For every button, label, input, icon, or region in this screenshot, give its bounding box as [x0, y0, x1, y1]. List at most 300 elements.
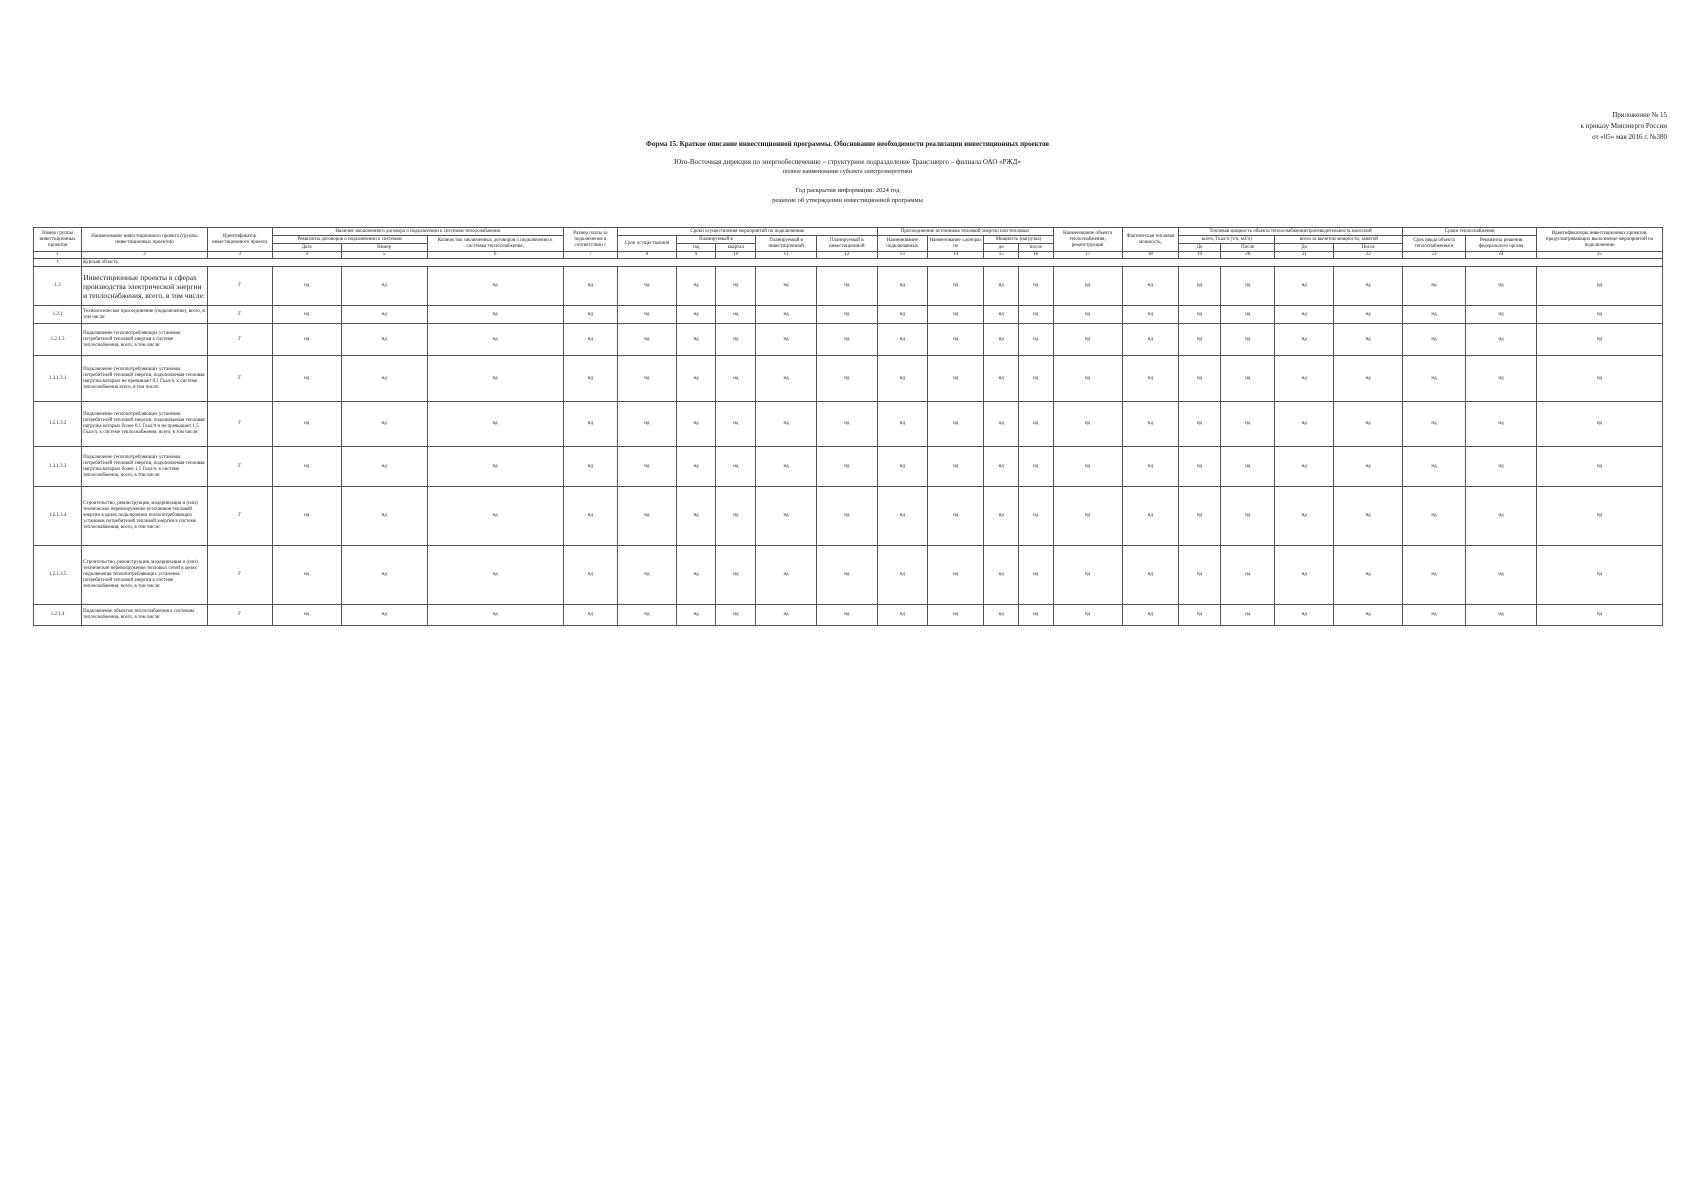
row-cell: нд	[756, 546, 817, 605]
row-cell: нд	[1537, 306, 1663, 324]
row-cell: нд	[1465, 546, 1536, 605]
row-cell: нд	[563, 402, 617, 447]
row-cell: нд	[1465, 306, 1536, 324]
row-cell: нд	[877, 356, 927, 402]
row-cell: нд	[1537, 487, 1663, 546]
column-number: 5	[341, 252, 427, 259]
row-cell: нд	[927, 306, 984, 324]
header-group-number: Номер группы инвестиционных проектов	[34, 228, 82, 252]
column-number: 23	[1403, 252, 1466, 259]
row-cell: нд	[341, 487, 427, 546]
row-cell: нд	[618, 487, 677, 546]
row-cell: нд	[1122, 324, 1179, 356]
column-number: 11	[756, 252, 817, 259]
column-number: 2	[82, 252, 208, 259]
decision-caption: решение об утверждении инвестиционной программы	[772, 197, 923, 204]
row-cell: нд	[427, 356, 563, 402]
row-cell: нд	[676, 546, 716, 605]
row-project-name: Технологическое присоединение (подключение), всего, в том числе:	[82, 306, 208, 324]
row-cell: нд	[816, 402, 877, 447]
header-fee: Размер платы за подключение в соответствии с	[563, 228, 617, 252]
header-project-id: Идентификатор инвестиционного проекта	[207, 228, 272, 252]
row-cell: нд	[1334, 402, 1403, 447]
row-cell: нд	[984, 306, 1019, 324]
row-cell: нд	[1403, 605, 1466, 626]
row-cell: нд	[1537, 447, 1663, 487]
row-cell: нд	[1122, 447, 1179, 487]
row-project-name: Подключение теплопотребляющих установок потребителей тепловой энергии, подключаемая тепловая нагрузка которых более 0,1 Гкал/ч и не превышает 1,5 Гкал/ч, к системе теплоснабжения, всего, в том числе:	[82, 402, 208, 447]
header-power-after: После	[1221, 244, 1275, 252]
column-number: 21	[1275, 252, 1334, 259]
row-cell: нд	[716, 324, 756, 356]
row-cell: нд	[1179, 402, 1221, 447]
disclosure-year: Год раскрытия информации: 2024 год	[795, 187, 900, 194]
row-cell: нд	[341, 605, 427, 626]
column-number: 16	[1018, 252, 1053, 259]
row-cell: нд	[1018, 324, 1053, 356]
row-cell: нд	[272, 356, 341, 402]
header-power-net: всего за вычетом мощности, занятой	[1275, 236, 1403, 244]
column-number: 6	[427, 252, 563, 259]
row-cell: нд	[984, 605, 1019, 626]
row-project-id: Г	[207, 402, 272, 447]
header-terms-group: Сроки осуществления мероприятий по подключению	[618, 228, 878, 236]
row-cell: нд	[1275, 605, 1334, 626]
row-cell: нд	[427, 546, 563, 605]
row-project-id: Г	[207, 306, 272, 324]
row-cell: нд	[1334, 546, 1403, 605]
row-cell: нд	[1221, 402, 1275, 447]
row-cell: нд	[1334, 306, 1403, 324]
column-number: 17	[1053, 252, 1122, 259]
row-cell: нд	[1537, 402, 1663, 447]
row-number: 1.2.1.3.1	[34, 356, 82, 402]
table-row	[34, 605, 1663, 626]
row-cell: нд	[1403, 546, 1466, 605]
row-cell: нд	[1018, 546, 1053, 605]
header-capacity: Мощность (нагрузка)	[984, 236, 1053, 244]
row-cell: нд	[427, 605, 563, 626]
header-related-ids: Идентификаторы инвестиционных проектов, предусматривающих выполнение мероприятий по подключению	[1537, 228, 1663, 252]
row-cell: нд	[1018, 605, 1053, 626]
row-cell: нд	[427, 306, 563, 324]
row-cell: нд	[984, 324, 1019, 356]
row-cell: нд	[1334, 605, 1403, 626]
row-cell: нд	[816, 487, 877, 546]
row-cell: нд	[1221, 546, 1275, 605]
row-cell: нд	[1122, 267, 1179, 306]
header-net-after: После	[1334, 244, 1403, 252]
row-cell: нд	[1179, 605, 1221, 626]
row-cell: нд	[1122, 402, 1179, 447]
row-cell: нд	[756, 487, 817, 546]
row-cell: нд	[716, 267, 756, 306]
row-cell: нд	[816, 356, 877, 402]
row-cell: нд	[1221, 306, 1275, 324]
row-cell: нд	[563, 267, 617, 306]
header-contract-details: Реквизиты договоров о подключении к системам	[272, 236, 427, 244]
header-contract-number: Номер	[341, 244, 427, 252]
row-cell: нд	[927, 324, 984, 356]
row-cell: нд	[272, 324, 341, 356]
row-cell: нд	[816, 605, 877, 626]
row-number: 1.2.1.3	[34, 324, 82, 356]
row-cell: нд	[984, 487, 1019, 546]
column-number: 1	[34, 252, 82, 259]
row-cell: нд	[618, 306, 677, 324]
row-cell: нд	[1275, 356, 1334, 402]
row-number: 1.2.1.3.3	[34, 447, 82, 487]
row-cell: нд	[927, 487, 984, 546]
row-cell: нд	[272, 605, 341, 626]
section-label: Курская область	[82, 259, 1663, 267]
row-cell: нд	[1179, 324, 1221, 356]
row-cell: нд	[1053, 487, 1122, 546]
header-capacity-after: после	[1018, 244, 1053, 252]
row-cell: нд	[618, 324, 677, 356]
row-cell: нд	[1179, 487, 1221, 546]
row-cell: нд	[984, 546, 1019, 605]
row-cell: нд	[1221, 324, 1275, 356]
row-cell: нд	[716, 487, 756, 546]
row-cell: нд	[1465, 267, 1536, 306]
column-number: 25	[1537, 252, 1663, 259]
row-cell: нд	[1275, 267, 1334, 306]
row-cell: нд	[272, 447, 341, 487]
row-cell: нд	[676, 306, 716, 324]
header-power-group: Тепловая мощность объекта теплоснабжения/производительность насосной	[1179, 228, 1403, 236]
row-cell: нд	[1053, 267, 1122, 306]
header-actual-power: Фактическая тепловая мощность,	[1122, 228, 1179, 252]
row-cell: нд	[1465, 324, 1536, 356]
row-cell: нд	[1275, 402, 1334, 447]
appendix-line-1: Приложение № 15	[1612, 111, 1667, 119]
row-cell: нд	[1221, 605, 1275, 626]
row-cell: нд	[1179, 447, 1221, 487]
row-project-id: Г	[207, 324, 272, 356]
row-cell: нд	[1537, 605, 1663, 626]
row-cell: нд	[563, 605, 617, 626]
row-cell: нд	[1053, 324, 1122, 356]
row-cell: нд	[1275, 447, 1334, 487]
row-cell: нд	[816, 267, 877, 306]
row-cell: нд	[1053, 402, 1122, 447]
row-cell: нд	[1275, 324, 1334, 356]
row-cell: нд	[816, 447, 877, 487]
row-cell: нд	[1465, 402, 1536, 447]
header-contract-group: Наличие заключенного договора о подключении к системам теплоснабжения	[272, 228, 563, 236]
row-project-id: Г	[207, 356, 272, 402]
header-net-before: До	[1275, 244, 1334, 252]
row-cell: нд	[563, 487, 617, 546]
row-cell: нд	[427, 402, 563, 447]
column-number: 10	[716, 252, 756, 259]
row-cell: нд	[877, 306, 927, 324]
row-cell: нд	[877, 447, 927, 487]
row-cell: нд	[1018, 267, 1053, 306]
row-cell: нд	[563, 546, 617, 605]
row-cell: нд	[1018, 402, 1053, 447]
table-row	[34, 356, 1663, 402]
row-cell: нд	[272, 546, 341, 605]
row-cell: нд	[1275, 306, 1334, 324]
row-cell: нд	[927, 447, 984, 487]
row-cell: нд	[1122, 546, 1179, 605]
row-cell: нд	[427, 447, 563, 487]
row-cell: нд	[676, 487, 716, 546]
row-cell: нд	[1334, 487, 1403, 546]
row-cell: нд	[1179, 306, 1221, 324]
header-project-name: Наименование инвестиционного проекта (группы инвестиционных проектов)	[82, 228, 208, 252]
row-cell: нд	[756, 356, 817, 402]
row-cell: нд	[1465, 447, 1536, 487]
row-project-id: Г	[207, 605, 272, 626]
row-cell: нд	[716, 546, 756, 605]
row-cell: нд	[1221, 487, 1275, 546]
row-cell: нд	[341, 306, 427, 324]
row-cell: нд	[1179, 267, 1221, 306]
row-number: 1.2.1.3.4	[34, 487, 82, 546]
header-planned-12: Планируемый в инвестиционной	[816, 236, 877, 252]
row-cell: нд	[272, 487, 341, 546]
row-project-name: Строительство, реконструкция, модернизация и (или) техническое перевооружение источников тепловой энергии в целях подключения теплопотребляющих установок потребителей тепловой энергии к системе теплоснабжения, всего, в том числе:	[82, 487, 208, 546]
appendix-line-3: от «05» мая 2016 г. №380	[1592, 133, 1667, 141]
row-cell: нд	[341, 324, 427, 356]
row-cell: нд	[1334, 267, 1403, 306]
row-cell: нд	[676, 605, 716, 626]
row-cell: нд	[272, 306, 341, 324]
column-number: 12	[816, 252, 877, 259]
row-cell: нд	[1221, 267, 1275, 306]
row-cell: нд	[984, 402, 1019, 447]
table-row	[34, 447, 1663, 487]
header-contract-date: Дата	[272, 244, 341, 252]
row-cell: нд	[1122, 306, 1179, 324]
row-cell: нд	[1179, 356, 1221, 402]
column-number: 24	[1465, 252, 1536, 259]
row-cell: нд	[1053, 306, 1122, 324]
column-number: 19	[1179, 252, 1221, 259]
row-number: 1.2.1	[34, 306, 82, 324]
row-cell: нд	[272, 267, 341, 306]
header-dates-group: Сроки теплоснабжения	[1403, 228, 1537, 236]
row-cell: нд	[1221, 356, 1275, 402]
row-project-id: Г	[207, 487, 272, 546]
row-cell: нд	[1179, 546, 1221, 605]
header-commission-date: Срок ввода объекта теплоснабжения в	[1403, 236, 1466, 252]
row-cell: нд	[984, 356, 1019, 402]
row-project-name: Подключение объектов теплоснабжения к системам теплоснабжения, всего, в том числе:	[82, 605, 208, 626]
appendix-block	[1580, 110, 1667, 143]
row-project-id: Г	[207, 267, 272, 306]
row-cell: нд	[1465, 356, 1536, 402]
form-title: Форма 15. Краткое описание инвестиционной программы. Обоснование необходимости реализации инвестиционных проектов	[645, 140, 1050, 148]
row-cell: нд	[1053, 546, 1122, 605]
row-cell: нд	[618, 546, 677, 605]
row-cell: нд	[618, 402, 677, 447]
row-cell: нд	[563, 356, 617, 402]
row-cell: нд	[877, 324, 927, 356]
row-number: 1.2.1.3.2	[34, 402, 82, 447]
row-project-name: Строительство, реконструкция, модернизация и (или) техническое перевооружение тепловых сетей в целях подключения теплопотребляющих установок потребителей тепловой энергии к системе теплоснабжения, всего, в том числе:	[82, 546, 208, 605]
row-cell: нд	[1403, 267, 1466, 306]
table-row	[34, 546, 1663, 605]
row-cell: нд	[756, 324, 817, 356]
row-cell: нд	[1537, 267, 1663, 306]
row-cell: нд	[676, 356, 716, 402]
investment-table	[33, 227, 1663, 626]
row-cell: нд	[1018, 306, 1053, 324]
row-cell: нд	[1122, 487, 1179, 546]
row-cell: нд	[927, 546, 984, 605]
column-number-row	[34, 252, 1663, 259]
row-cell: нд	[816, 546, 877, 605]
row-cell: нд	[1403, 447, 1466, 487]
column-number: 13	[877, 252, 927, 259]
header-donor-name: Наименование «донора» по	[927, 236, 984, 252]
row-cell: нд	[676, 324, 716, 356]
row-cell: нд	[676, 267, 716, 306]
row-cell: нд	[716, 447, 756, 487]
row-cell: нд	[676, 447, 716, 487]
row-cell: нд	[984, 267, 1019, 306]
row-cell: нд	[927, 356, 984, 402]
row-cell: нд	[618, 605, 677, 626]
column-number: 22	[1334, 252, 1403, 259]
row-cell: нд	[756, 306, 817, 324]
row-cell: нд	[1053, 447, 1122, 487]
table-row	[34, 306, 1663, 324]
row-cell: нд	[1275, 487, 1334, 546]
row-cell: нд	[1403, 306, 1466, 324]
table-body	[34, 259, 1663, 626]
column-number: 14	[927, 252, 984, 259]
table-row	[34, 324, 1663, 356]
row-cell: нд	[877, 605, 927, 626]
header-equipment-group: Присоединение источников тепловой энергии или тепловых	[877, 228, 1053, 236]
row-cell: нд	[984, 447, 1019, 487]
header-contract-count: Количество заключенных договоров о подключении к системам теплоснабжения,	[427, 236, 563, 252]
row-cell: нд	[1537, 356, 1663, 402]
row-cell: нд	[341, 546, 427, 605]
header-object-name: Наименование объекта теплоснабжения, реконструкция	[1053, 228, 1122, 252]
column-number: 20	[1221, 252, 1275, 259]
header-planned-in: Планируемый в	[676, 236, 756, 244]
column-number: 4	[272, 252, 341, 259]
row-cell: нд	[877, 546, 927, 605]
header-year: год	[676, 244, 716, 252]
row-project-id: Г	[207, 447, 272, 487]
row-cell: нд	[716, 605, 756, 626]
row-cell: нд	[1122, 605, 1179, 626]
column-number: 8	[618, 252, 677, 259]
row-cell: нд	[816, 324, 877, 356]
row-project-name: Инвестиционные проекты в сферах производства электрической энергии и теплоснабжения, всего, в том числе:	[82, 267, 208, 306]
row-cell: нд	[1018, 356, 1053, 402]
row-number: 1.2.1.3.5	[34, 546, 82, 605]
row-cell: нд	[1537, 546, 1663, 605]
header-planned-11: Планируемый в инвестиционной	[756, 236, 817, 252]
header-power-before: До	[1179, 244, 1221, 252]
row-project-name: Подключение теплопотребляющих установок потребителей тепловой энергии, подключаемая тепловая нагрузка которых не превышает 0,1 Гкал/ч, к системе теплоснабжения всего, в том числе:	[82, 356, 208, 402]
row-project-id: Г	[207, 546, 272, 605]
table-header	[34, 228, 1663, 259]
section-number: 1	[34, 259, 82, 267]
row-cell: нд	[756, 402, 817, 447]
row-cell: нд	[877, 402, 927, 447]
row-cell: нд	[1334, 447, 1403, 487]
row-cell: нд	[716, 402, 756, 447]
row-cell: нд	[427, 324, 563, 356]
row-cell: нд	[341, 447, 427, 487]
column-number: 7	[563, 252, 617, 259]
header-quarter: квартал	[716, 244, 756, 252]
row-number: 1.2.1.4	[34, 605, 82, 626]
row-cell: нд	[1403, 402, 1466, 447]
organization-caption: полное наименование субъекта электроэнергетики	[782, 169, 913, 175]
column-number: 18	[1122, 252, 1179, 259]
row-cell: нд	[756, 267, 817, 306]
table-row	[34, 402, 1663, 447]
row-cell: нд	[756, 447, 817, 487]
appendix-line-2: к приказу Минэнерго России	[1580, 122, 1667, 130]
row-cell: нд	[756, 605, 817, 626]
row-cell: нд	[341, 267, 427, 306]
header-connected-name: Наименование подключаемых	[877, 236, 927, 252]
row-cell: нд	[272, 402, 341, 447]
organization-name: Юго-Восточная дирекция по энергообеспечению – структурное подразделение Трансэнерго – филиала ОАО «РЖД»	[674, 158, 1021, 166]
row-cell: нд	[927, 267, 984, 306]
row-cell: нд	[927, 402, 984, 447]
row-cell: нд	[1018, 447, 1053, 487]
row-cell: нд	[1275, 546, 1334, 605]
row-number: 1.2	[34, 267, 82, 306]
row-cell: нд	[676, 402, 716, 447]
row-cell: нд	[1334, 356, 1403, 402]
row-cell: нд	[427, 267, 563, 306]
row-cell: нд	[341, 356, 427, 402]
row-cell: нд	[927, 605, 984, 626]
row-cell: нд	[618, 447, 677, 487]
column-number: 15	[984, 252, 1019, 259]
row-cell: нд	[1403, 356, 1466, 402]
row-cell: нд	[563, 306, 617, 324]
header-power-total: всего, Гкал/ч (т/ч, м3/ч)	[1179, 236, 1275, 244]
row-cell: нд	[1018, 487, 1053, 546]
row-cell: нд	[1403, 324, 1466, 356]
row-cell: нд	[1122, 356, 1179, 402]
row-cell: нд	[1403, 487, 1466, 546]
header-federal-decision: Реквизиты решения федерального органа	[1465, 236, 1536, 252]
row-project-name: Подключение теплопотребляющих установок потребителей тепловой энергии к системе теплоснабжения, всего, в том числе:	[82, 324, 208, 356]
row-cell: нд	[563, 447, 617, 487]
table-row	[34, 487, 1663, 546]
row-cell: нд	[716, 356, 756, 402]
column-number: 9	[676, 252, 716, 259]
row-cell: нд	[877, 487, 927, 546]
header-capacity-before: до	[984, 244, 1019, 252]
row-cell: нд	[618, 356, 677, 402]
row-cell: нд	[716, 306, 756, 324]
row-cell: нд	[816, 306, 877, 324]
row-cell: нд	[1053, 605, 1122, 626]
table-row	[34, 267, 1663, 306]
row-cell: нд	[563, 324, 617, 356]
row-cell: нд	[427, 487, 563, 546]
header-term: Срок осуществления	[618, 236, 677, 252]
row-cell: нд	[1053, 356, 1122, 402]
row-cell: нд	[1334, 324, 1403, 356]
